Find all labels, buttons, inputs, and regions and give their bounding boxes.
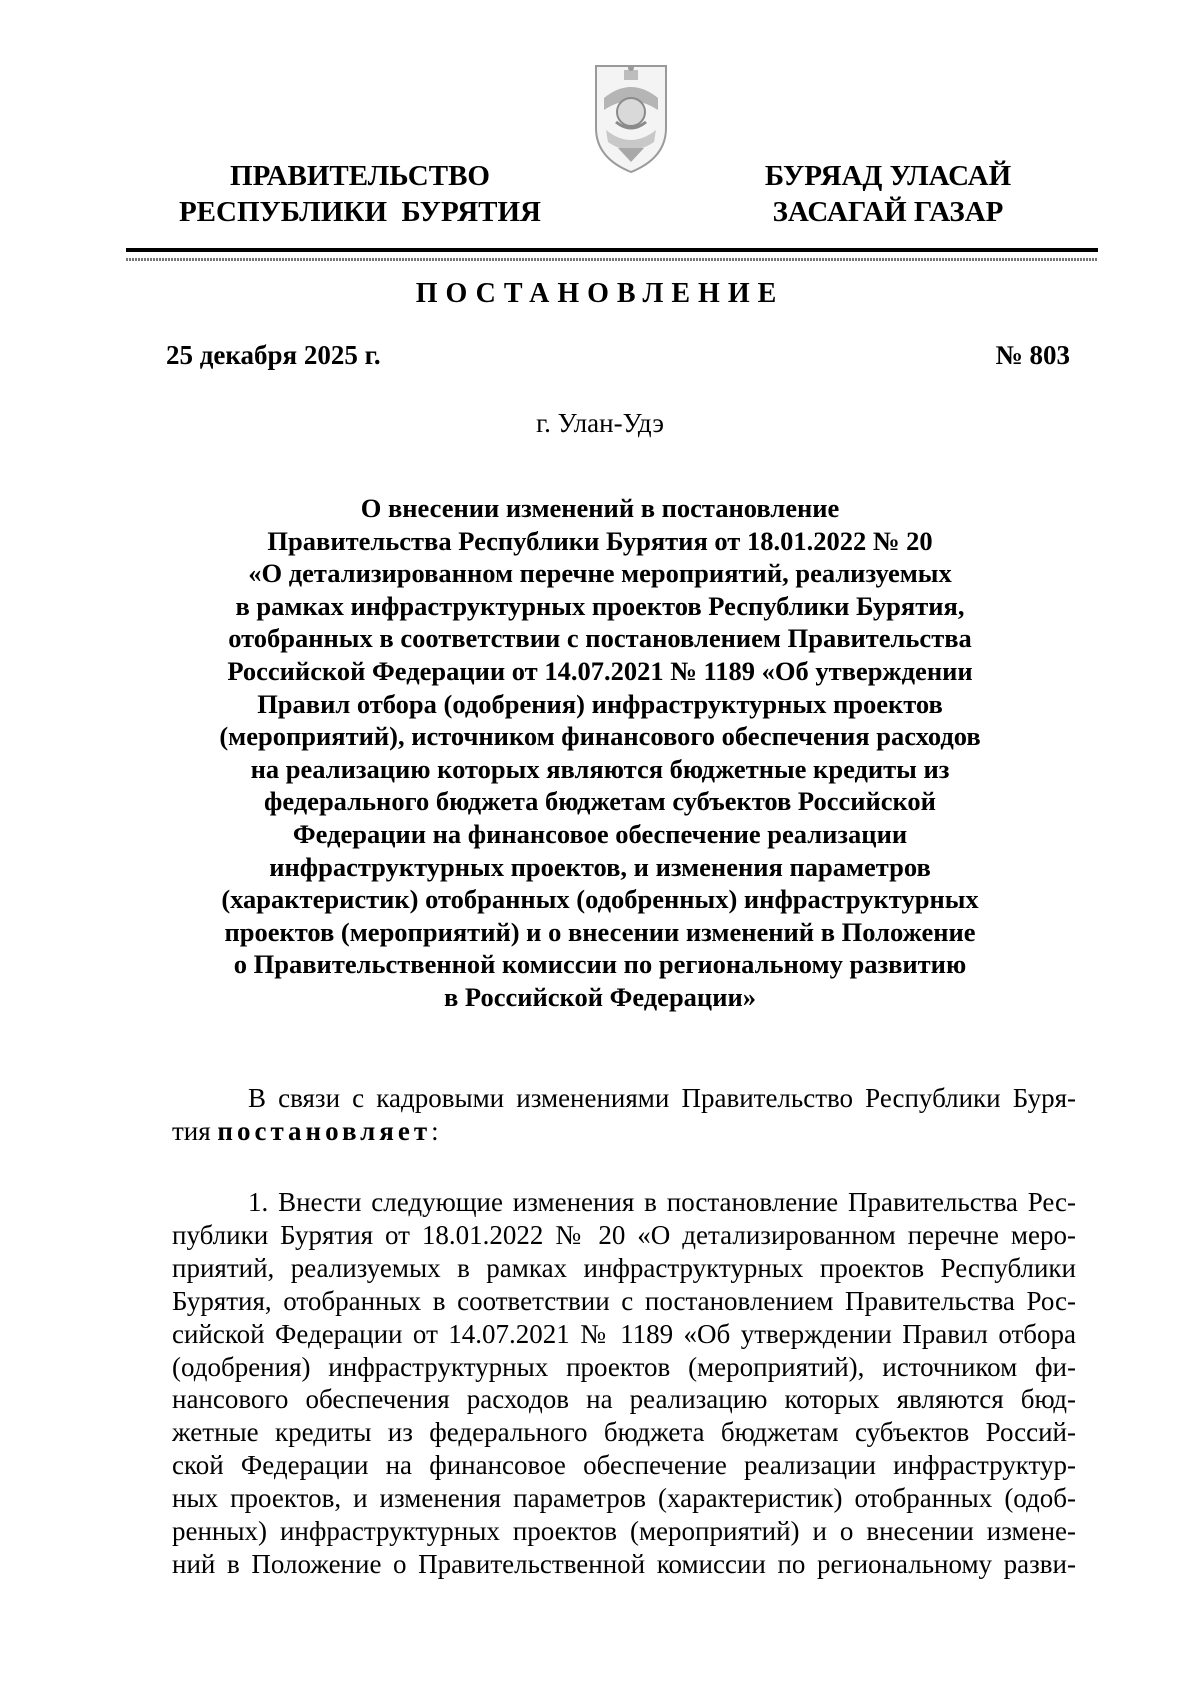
government-name-russian xyxy=(170,158,550,230)
title-line: о Правительственной комиссии по региональному развитию xyxy=(233,949,967,980)
paragraph-1 xyxy=(172,1186,1076,1581)
title-line: (характеристик) отобранных (одобренных) инфраструктурных xyxy=(221,884,979,915)
header-rule-secondary xyxy=(126,258,1098,261)
paragraph-line: ний в Положение о Правительственной комиссии по региональному разви- xyxy=(172,1548,1076,1579)
preamble-line: В связи с кадровыми изменениями Правительство Республики Буря- xyxy=(248,1083,1076,1113)
preamble-text: тия xyxy=(172,1115,218,1146)
preamble-colon: : xyxy=(431,1115,439,1146)
org-line: БУРЯАД УЛАСАЙ xyxy=(764,160,1012,192)
title-line: (мероприятий), источником финансового обеспечения расходов xyxy=(219,721,981,752)
coat-of-arms-emblem-icon xyxy=(588,58,674,176)
document-date: 25 декабря 2025 г. xyxy=(166,340,381,370)
title-line: проектов (мероприятий) и о внесении изменений в Положение xyxy=(224,916,976,947)
paragraph-line: приятий, реализуемых в рамках инфраструктурных проектов Республики xyxy=(172,1252,1076,1283)
paragraph-line: ренных) инфраструктурных проектов (мероприятий) и о внесении измене- xyxy=(172,1516,1076,1547)
paragraph-line: публики Бурятия от 18.01.2022 № 20 «О детализированном перечне меро- xyxy=(172,1219,1076,1250)
title-line: в рамках инфраструктурных проектов Республики Бурятия, xyxy=(235,590,965,621)
org-line: ЗАСАГАЙ ГАЗАР xyxy=(772,196,1004,228)
org-line: ПРАВИТЕЛЬСТВО xyxy=(230,160,490,192)
document-type: ПОСТАНОВЛЕНИЕ xyxy=(415,278,785,309)
paragraph-line: ных проектов, и изменения параметров (характеристик) отобранных (одоб- xyxy=(172,1483,1076,1514)
paragraph-line: 1. Внести следующие изменения в постановление Правительства Рес- xyxy=(248,1187,1076,1217)
org-line: РЕСПУБЛИКИ БУРЯТИЯ xyxy=(178,196,542,228)
title-line: Федерации на финансовое обеспечение реализации xyxy=(292,818,908,849)
title-line: федерального бюджета бюджетам субъектов Российской xyxy=(264,786,936,817)
paragraph-line: ской Федерации на финансовое обеспечение реализации инфраструктур- xyxy=(172,1450,1076,1481)
preamble-paragraph xyxy=(172,1082,1076,1148)
government-name-buryat xyxy=(748,158,1028,230)
resolves-word: постановляет xyxy=(217,1115,432,1146)
title-line: О внесении изменений в постановление xyxy=(360,493,840,523)
paragraph-line: (одобрения) инфраструктурных проектов (мероприятий), источником фи- xyxy=(172,1351,1076,1382)
title-line: «О детализированном перечне мероприятий, реализуемых xyxy=(248,558,952,589)
paragraph-line: Бурятия, отобранных в соответствии с постановлением Правительства Рос- xyxy=(172,1285,1076,1316)
title-line: инфраструктурных проектов, и изменения параметров xyxy=(269,851,931,882)
document-number: № 803 xyxy=(995,340,1070,370)
paragraph-line: нансового обеспечения расходов на реализацию которых являются бюд- xyxy=(172,1384,1076,1415)
header-rule xyxy=(126,248,1098,252)
title-line: Правительства Республики Бурятия от 18.01.2022 № 20 xyxy=(267,525,933,556)
document-title xyxy=(150,492,1050,1014)
title-line: Российской Федерации от 14.07.2021 № 1189 «Об утверждении xyxy=(227,655,973,686)
document-city: г. Улан-Удэ xyxy=(536,408,664,438)
title-line: Правил отбора (одобрения) инфраструктурных проектов xyxy=(257,688,943,719)
title-line: в Российской Федерации» xyxy=(444,981,756,1012)
title-line: отобранных в соответствии с постановлением Правительства xyxy=(228,623,972,654)
paragraph-line: сийской Федерации от 14.07.2021 № 1189 «Об утверждении Правил отбора xyxy=(172,1318,1076,1349)
title-line: на реализацию которых являются бюджетные кредиты из xyxy=(250,753,950,784)
preamble-line xyxy=(172,1115,1076,1148)
paragraph-line: жетные кредиты из федерального бюджета бюджетам субъектов Россий- xyxy=(172,1417,1076,1448)
